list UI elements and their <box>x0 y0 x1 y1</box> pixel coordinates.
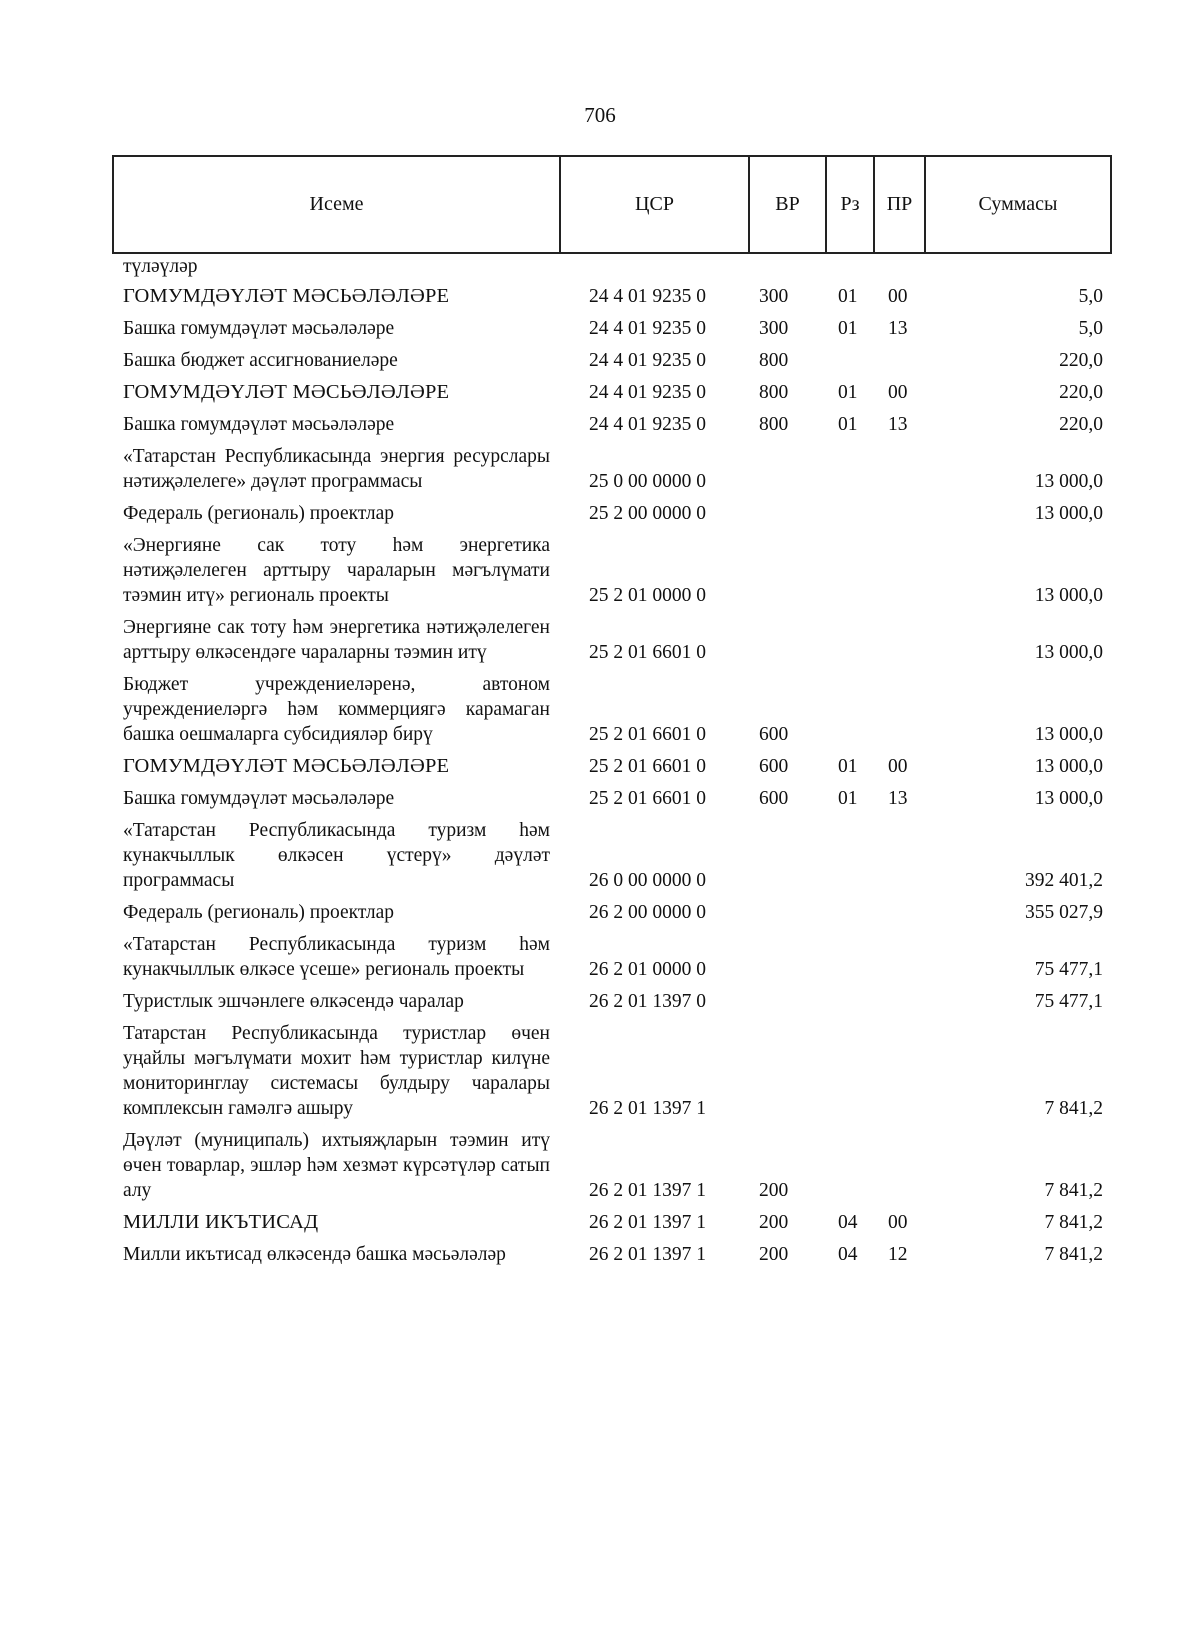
cell-vr <box>749 530 826 612</box>
cell-sum: 75 477,1 <box>1034 991 1103 1012</box>
header-csr: ЦСР <box>560 156 749 253</box>
cell-rz <box>826 530 874 612</box>
cell-csr: 26 2 01 1397 1 <box>589 1098 706 1119</box>
cell-sum: 220,0 <box>1059 414 1103 435</box>
cell-rz <box>826 1125 874 1207</box>
cell-vr <box>749 612 826 669</box>
cell-sum: 13 000,0 <box>1034 756 1103 777</box>
cell-name: Бюджет учреждениеләренә, автоном учреждениеләргә һәм коммерциягә карамаган башка оешмаларга субсидияләр бирү <box>123 674 550 745</box>
cell-csr: 24 4 01 9235 0 <box>589 286 706 307</box>
cell-sum: 220,0 <box>1059 350 1103 371</box>
cell-name: ГОМУМДӘҮЛӘТ МӘСЬӘЛӘЛӘРЕ <box>123 285 450 307</box>
cell-vr <box>749 253 826 281</box>
cell-rz: 04 <box>838 1244 858 1265</box>
page-number: 706 <box>584 103 616 127</box>
cell-csr: 26 2 01 1397 0 <box>589 991 706 1012</box>
cell-csr: 26 2 01 1397 1 <box>589 1212 706 1233</box>
cell-pr: 13 <box>888 414 908 435</box>
cell-vr: 300 <box>759 318 789 339</box>
cell-name: Башка бюджет ассигнованиеләре <box>123 350 398 371</box>
cell-csr: 26 2 01 1397 1 <box>589 1244 706 1265</box>
cell-csr <box>560 253 749 281</box>
cell-rz <box>826 253 874 281</box>
cell-rz <box>826 441 874 498</box>
cell-sum: 355 027,9 <box>1025 902 1103 923</box>
cell-pr: 12 <box>888 1244 908 1265</box>
cell-rz <box>826 669 874 751</box>
cell-rz: 01 <box>838 382 858 403</box>
cell-rz: 01 <box>838 756 858 777</box>
cell-rz <box>826 986 874 1018</box>
table-row <box>113 253 1111 281</box>
cell-vr: 600 <box>759 756 789 777</box>
cell-csr: 24 4 01 9235 0 <box>589 382 706 403</box>
cell-vr: 800 <box>759 414 789 435</box>
cell-sum: 13 000,0 <box>1034 788 1103 809</box>
cell-name: «Татарстан Республикасында энергия ресурслары нәтиҗәлелеге» дәүләт программасы <box>123 446 550 492</box>
cell-sum: 13 000,0 <box>1034 471 1103 492</box>
cell-name: Башка гомумдәүләт мәсьәләләре <box>123 788 395 809</box>
table-row <box>113 1018 1111 1125</box>
table-row <box>113 345 1111 377</box>
cell-rz <box>826 498 874 530</box>
table-header <box>113 156 1111 253</box>
cell-vr <box>749 498 826 530</box>
cell-name: Федераль (региональ) проектлар <box>123 503 395 524</box>
cell-pr <box>874 669 925 751</box>
cell-vr <box>749 897 826 929</box>
table-row <box>113 1125 1111 1207</box>
cell-pr <box>874 612 925 669</box>
cell-sum: 13 000,0 <box>1034 724 1103 745</box>
cell-name: Башка гомумдәүләт мәсьәләләре <box>123 414 395 435</box>
cell-name: МИЛЛИ ИКЪТИСАД <box>123 1211 319 1233</box>
cell-csr: 24 4 01 9235 0 <box>589 414 706 435</box>
cell-vr: 200 <box>759 1212 789 1233</box>
cell-csr: 26 0 00 0000 0 <box>589 870 706 891</box>
cell-sum: 7 841,2 <box>1044 1244 1103 1265</box>
cell-sum: 75 477,1 <box>1034 959 1103 980</box>
cell-rz: 01 <box>838 788 858 809</box>
table-row <box>113 1207 1111 1239</box>
cell-rz <box>826 345 874 377</box>
table-row <box>113 751 1111 783</box>
cell-pr <box>874 929 925 986</box>
cell-sum: 13 000,0 <box>1034 642 1103 663</box>
cell-pr <box>874 815 925 897</box>
cell-sum: 220,0 <box>1059 382 1103 403</box>
cell-name: ГОМУМДӘҮЛӘТ МӘСЬӘЛӘЛӘРЕ <box>123 755 450 777</box>
cell-pr: 13 <box>888 318 908 339</box>
cell-rz <box>826 897 874 929</box>
cell-sum: 13 000,0 <box>1034 503 1103 524</box>
cell-name: Милли икътисад өлкәсендә башка мәсьәләләр <box>123 1244 506 1265</box>
cell-pr <box>874 1018 925 1125</box>
cell-name: «Татарстан Республикасында туризм һәм кунакчыллык өлкәсен үстерү» дәүләт программасы <box>123 820 550 891</box>
cell-rz: 04 <box>838 1212 858 1233</box>
cell-name: «Энергияне сак тоту һәм энергетика нәтиҗәлелеген арттыру чараларын мәгълүмати тәэмин итү» региональ проекты <box>123 535 550 606</box>
cell-csr: 24 4 01 9235 0 <box>589 350 706 371</box>
table-row <box>113 377 1111 409</box>
header-pr: ПР <box>874 156 925 253</box>
cell-vr: 800 <box>759 350 789 371</box>
budget-table <box>112 155 1112 1271</box>
cell-sum: 5,0 <box>1078 318 1103 339</box>
cell-name: ГОМУМДӘҮЛӘТ МӘСЬӘЛӘЛӘРЕ <box>123 381 450 403</box>
cell-csr: 25 2 01 6601 0 <box>589 788 706 809</box>
cell-csr: 24 4 01 9235 0 <box>589 318 706 339</box>
cell-csr: 25 0 00 0000 0 <box>589 471 706 492</box>
cell-pr: 00 <box>888 382 908 403</box>
cell-sum: 7 841,2 <box>1044 1098 1103 1119</box>
header-vr: ВР <box>749 156 826 253</box>
cell-pr <box>874 530 925 612</box>
cell-pr <box>874 345 925 377</box>
table-row <box>113 815 1111 897</box>
cell-vr: 600 <box>759 788 789 809</box>
table-row <box>113 498 1111 530</box>
cell-rz: 01 <box>838 286 858 307</box>
cell-rz <box>826 1018 874 1125</box>
table-row <box>113 929 1111 986</box>
cell-rz <box>826 612 874 669</box>
table-body <box>113 253 1111 1271</box>
table-row <box>113 409 1111 441</box>
cell-csr: 26 2 01 1397 1 <box>589 1180 706 1201</box>
table-row <box>113 281 1111 313</box>
table-row <box>113 1239 1111 1271</box>
cell-rz: 01 <box>838 318 858 339</box>
cell-vr: 200 <box>759 1180 789 1201</box>
table-row <box>113 612 1111 669</box>
cell-vr: 800 <box>759 382 789 403</box>
cell-vr: 600 <box>759 724 789 745</box>
cell-name: Башка гомумдәүләт мәсьәләләре <box>123 318 395 339</box>
cell-name: түләүләр <box>123 256 198 277</box>
cell-sum: 13 000,0 <box>1034 585 1103 606</box>
cell-csr: 25 2 00 0000 0 <box>589 503 706 524</box>
cell-vr <box>749 929 826 986</box>
cell-csr: 25 2 01 6601 0 <box>589 724 706 745</box>
header-sum: Суммасы <box>925 156 1111 253</box>
header-name: Исеме <box>113 156 560 253</box>
cell-vr <box>749 441 826 498</box>
cell-rz <box>826 815 874 897</box>
cell-rz <box>826 929 874 986</box>
cell-pr <box>874 1125 925 1207</box>
cell-csr: 26 2 01 0000 0 <box>589 959 706 980</box>
cell-pr <box>874 498 925 530</box>
cell-rz: 01 <box>838 414 858 435</box>
cell-pr: 00 <box>888 756 908 777</box>
table-row <box>113 530 1111 612</box>
cell-name: Татарстан Республикасында туристлар өчен уңайлы мәгълүмати мохит һәм туристлар килүне мониторинглау системасы булдыру чаралары комплексын гамәлгә ашыру <box>123 1023 550 1119</box>
table-row <box>113 897 1111 929</box>
cell-pr <box>874 253 925 281</box>
table-row <box>113 313 1111 345</box>
cell-pr: 00 <box>888 286 908 307</box>
cell-sum: 7 841,2 <box>1044 1180 1103 1201</box>
cell-vr <box>749 986 826 1018</box>
table-row <box>113 669 1111 751</box>
header-rz: Рз <box>826 156 874 253</box>
cell-vr <box>749 1018 826 1125</box>
cell-pr: 13 <box>888 788 908 809</box>
cell-name: Дәүләт (муниципаль) ихтыяҗларын тәэмин итү өчен товарлар, эшләр һәм хезмәт күрсәтүләр сатып алу <box>123 1130 550 1201</box>
cell-pr: 00 <box>888 1212 908 1233</box>
cell-vr <box>749 815 826 897</box>
table-row <box>113 783 1111 815</box>
cell-name: Туристлык эшчәнлеге өлкәсендә чаралар <box>123 991 464 1012</box>
table-row <box>113 441 1111 498</box>
cell-name: Энергияне сак тоту һәм энергетика нәтиҗәлелеген арттыру өлкәсендәге чараларны тәэмин итү <box>123 617 550 663</box>
cell-vr: 300 <box>759 286 789 307</box>
cell-name: Федераль (региональ) проектлар <box>123 902 395 923</box>
cell-vr: 200 <box>759 1244 789 1265</box>
cell-sum: 7 841,2 <box>1044 1212 1103 1233</box>
cell-csr: 26 2 00 0000 0 <box>589 902 706 923</box>
cell-sum: 392 401,2 <box>1025 870 1103 891</box>
cell-csr: 25 2 01 6601 0 <box>589 642 706 663</box>
cell-csr: 25 2 01 6601 0 <box>589 756 706 777</box>
cell-sum <box>925 253 1111 281</box>
cell-pr <box>874 897 925 929</box>
cell-pr <box>874 986 925 1018</box>
cell-csr: 25 2 01 0000 0 <box>589 585 706 606</box>
table-row <box>113 986 1111 1018</box>
cell-pr <box>874 441 925 498</box>
cell-sum: 5,0 <box>1078 286 1103 307</box>
cell-name: «Татарстан Республикасында туризм һәм кунакчыллык өлкәсе үсеше» региональ проекты <box>123 934 550 980</box>
